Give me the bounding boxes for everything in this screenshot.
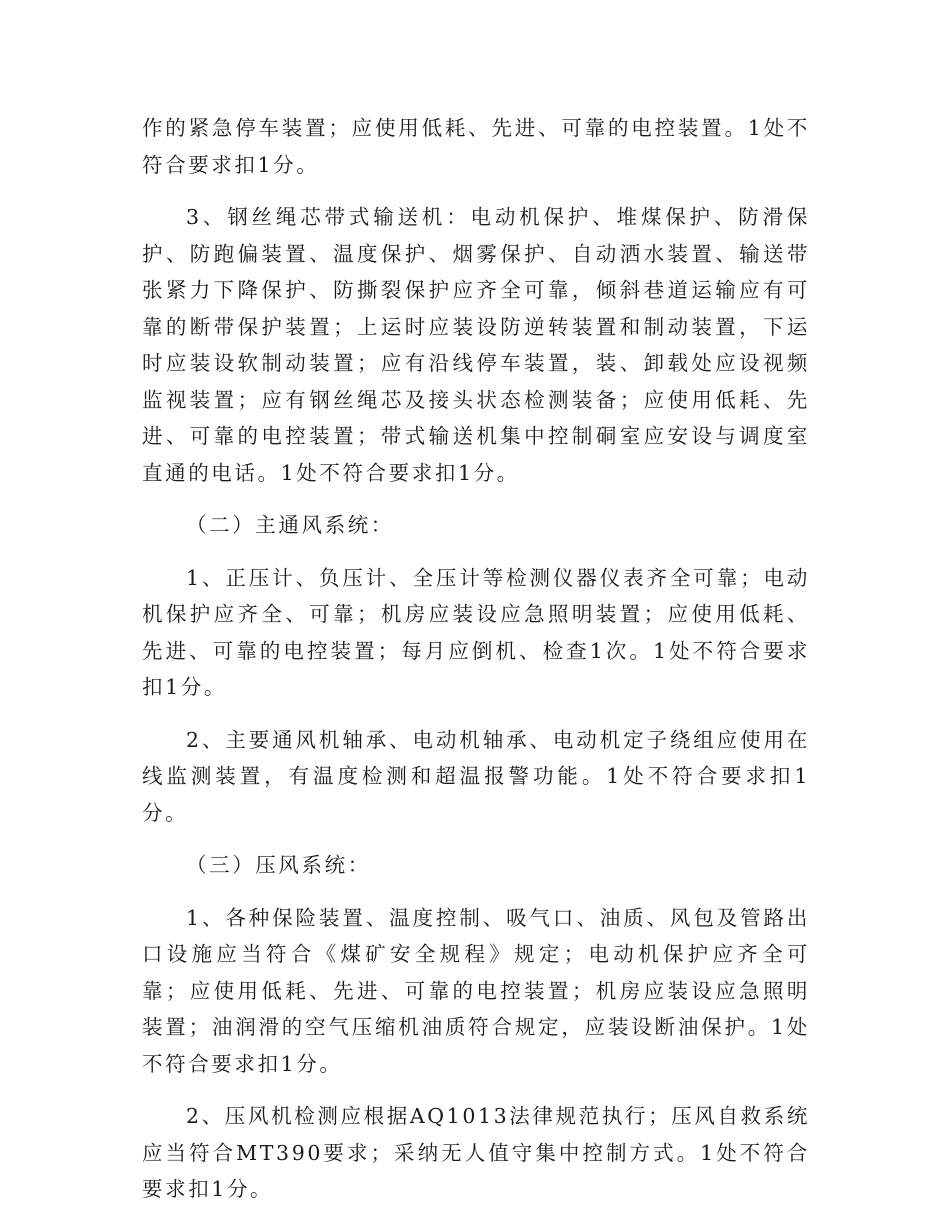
paragraph-continuation: 作的紧急停车装置；应使用低耗、先进、可靠的电控装置。1处不符合要求扣1分。 bbox=[142, 116, 810, 177]
paragraph-compressed-air-1: 1、各种保险装置、温度控制、吸气口、油质、风包及管路出口设施应当符合《煤矿安全规程》规定；电动机保护应齐全可靠；应使用低耗、先进、可靠的电控装置；机房应装设应急照明装置；油润滑的空气压缩机油质符合规定，应装设断油保护。1处不符合要求扣1分。 bbox=[142, 905, 810, 1076]
section-heading-compressed-air: （三）压风系统： bbox=[186, 853, 371, 877]
document-body bbox=[142, 110, 810, 1224]
section-heading-main-ventilation: （二）主通风系统： bbox=[186, 513, 394, 537]
paragraph-ventilation-2: 2、主要通风机轴承、电动机轴承、电动机定子绕组应使用在线监测装置，有温度检测和超温报警功能。1处不符合要求扣1分。 bbox=[142, 727, 810, 825]
paragraph-ventilation-1: 1、正压计、负压计、全压计等检测仪器仪表齐全可靠；电动机保护应齐全、可靠；机房应装设应急照明装置；应使用低耗、先进、可靠的电控装置；每月应倒机、检查1次。1处不符合要求扣1分。 bbox=[142, 565, 810, 699]
paragraph-belt-conveyor: 3、钢丝绳芯带式输送机：电动机保护、堆煤保护、防滑保护、防跑偏装置、温度保护、烟雾保护、自动洒水装置、输送带张紧力下降保护、防撕裂保护应齐全可靠，倾斜巷道运输应有可靠的断带保护装置；上运时应装设防逆转装置和制动装置，下运时应装设软制动装置；应有沿线停车装置，装、卸载处应设视频监视装置；应有钢丝绳芯及接头状态检测装备；应使用低耗、先进、可靠的电控装置；带式输送机集中控制硐室应安设与调度室直通的电话。1处不符合要求扣1分。 bbox=[142, 205, 810, 485]
paragraph-compressed-air-2: 2、压风机检测应根据AQ1013法律规范执行；压风自救系统应当符合MT390要求；采纳无人值守集中控制方式。1处不符合要求扣1分。 bbox=[142, 1104, 810, 1201]
